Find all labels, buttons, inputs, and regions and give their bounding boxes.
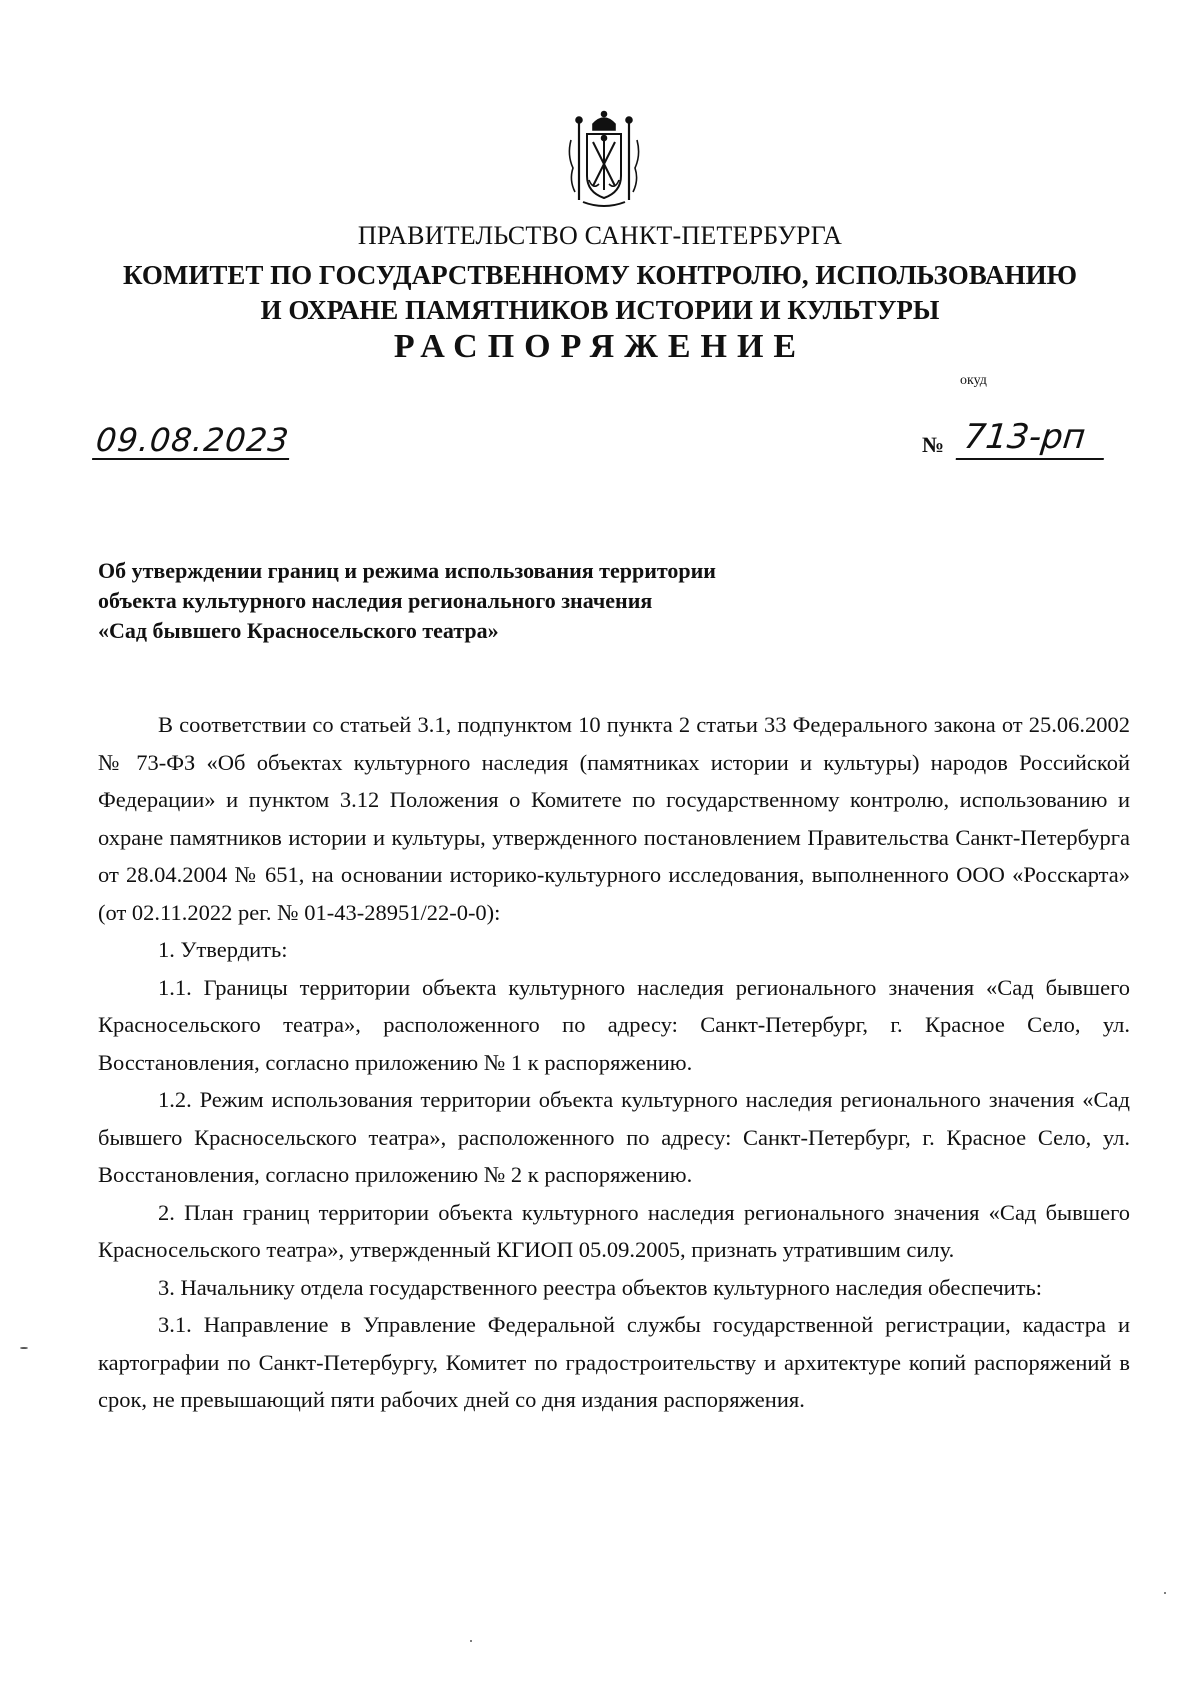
document-subject — [98, 556, 998, 646]
document-number-block — [922, 418, 1102, 464]
scan-speck — [470, 1640, 472, 1642]
body-paragraph-3: 3. Начальнику отдела государственного реестра объектов культурного наследия обеспечить: — [158, 1274, 1043, 1300]
body-paragraph-1-2: 1.2. Режим использования территории объекта культурного наследия регионального значения «Сад бывшего Красносельского театра», расположенного по адресу: Санкт-Петербург, г. Красное Село, ул. Восстановления, согласно приложению № 2 к распоряжению. — [98, 1087, 1130, 1187]
spb-coat-of-arms-icon — [565, 110, 643, 210]
body-paragraph-preamble: В соответствии со статьей 3.1, подпунктом 10 пункта 2 статьи 33 Федерального закона от 25.06.2002 № 73-ФЗ «Об объектах культурного наследия (памятниках истории и культуры) народов Российской Федерации» и пунктом 3.12 Положения о Комитете по государственному контролю, использованию и охране памятников истории и культуры, утвержденного постановлением Правительства Санкт-Петербурга от 28.04.2004 № 651, на основании историко-культурного исследования, выполненного ООО «Росскарта» (от 02.11.2022 рег. № 01-43-28951/22-0-0): — [98, 712, 1130, 925]
document-type-title: РАСПОРЯЖЕНИЕ — [393, 328, 807, 365]
body-paragraph-1-1: 1.1. Границы территории объекта культурного наследия регионального значения «Сад бывшего Красносельского театра», расположенного по адресу: Санкт-Петербург, г. Красное Село, ул. Восстановления, согласно приложению № 1 к распоряжению. — [98, 974, 1130, 1075]
subject-line1: Об утверждении границ и режима использования территории — [98, 558, 716, 583]
number-sign: № — [922, 432, 945, 457]
document-date: 09.08.2023 — [92, 422, 293, 460]
okud-label: окуд — [960, 373, 987, 388]
subject-line3: «Сад бывшего Красносельского театра» — [98, 618, 499, 643]
body-paragraph-3-1: 3.1. Направление в Управление Федеральной службы государственной регистрации, кадастра и картографии по Санкт-Петербургу, Комитет по градостроительству и архитектуре копий распоряжений в срок, не превышающий пяти рабочих дней со дня издания распоряжения. — [98, 1312, 1130, 1412]
subject-line2: объекта культурного наследия регионального значения — [98, 588, 653, 613]
body-paragraph-2: 2. План границ территории объекта культурного наследия регионального значения «Сад бывшего Красносельского театра», утвержденный КГИОП 05.09.2005, признать утратившим силу. — [98, 1199, 1130, 1262]
document-number: 713-рп — [956, 416, 1109, 460]
document-body — [98, 706, 1130, 1419]
committee-name-line2: И ОХРАНЕ ПАМЯТНИКОВ ИСТОРИИ И КУЛЬТУРЫ — [260, 295, 940, 325]
body-paragraph-1: 1. Утвердить: — [158, 937, 288, 962]
committee-name-line1: КОМИТЕТ ПО ГОСУДАРСТВЕННОМУ КОНТРОЛЮ, ИСПОЛЬЗОВАНИЮ — [123, 260, 1077, 290]
government-name: ПРАВИТЕЛЬСТВО САНКТ-ПЕТЕРБУРГА — [357, 221, 843, 250]
committee-name — [0, 258, 1200, 328]
scan-speck — [20, 1347, 28, 1349]
scan-speck — [1164, 1592, 1166, 1594]
